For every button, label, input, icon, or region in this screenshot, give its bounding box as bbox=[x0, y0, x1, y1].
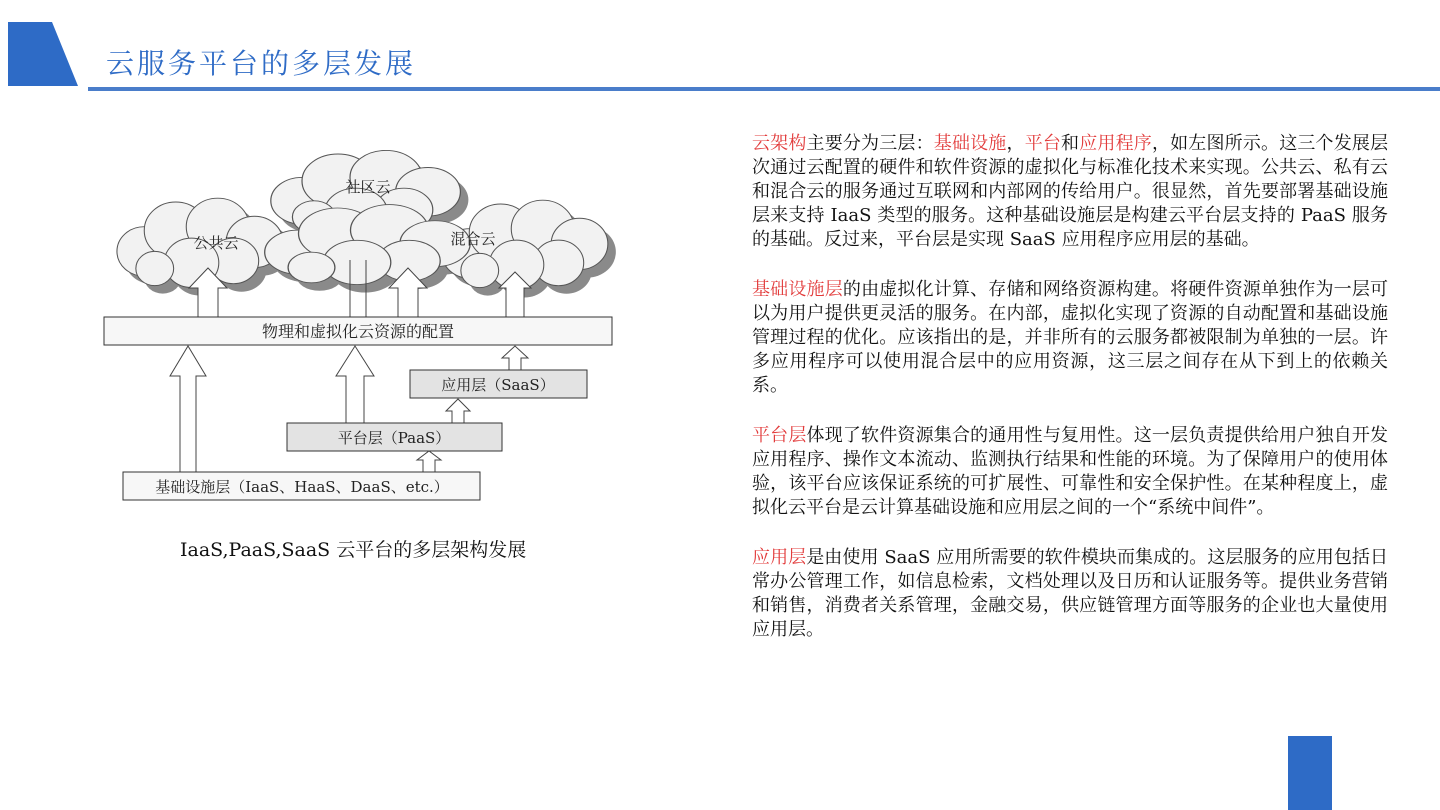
diagram-caption: IaaS,PaaS,SaaS 云平台的多层架构发展 bbox=[180, 539, 527, 561]
highlight-cloud-architecture: 云架构 bbox=[752, 133, 807, 154]
corner-accent-shape bbox=[8, 22, 78, 86]
resource-config-label: 物理和虚拟化云资源的配置 bbox=[261, 322, 455, 341]
arrow-paas-to-resources bbox=[336, 346, 374, 423]
highlight-platform-layer: 平台层 bbox=[752, 425, 807, 446]
paas-layer-label: 平台层（PaaS） bbox=[337, 429, 451, 447]
text-segment: 体现了软件资源集合的通用性与复用性。这一层负责提供给用户独自开发应用程序、操作文本流动、监测执行结果和性能的环境。为了保障用户的使用体验，该平台应该保证系统的可扩展性、可靠性和安全保护性。在某种程度上，虚拟化云平台是云计算基础设施和应用层之间的一个“系统中间件”。 bbox=[752, 425, 1388, 518]
text-segment: 是由使用 SaaS 应用所需要的软件模块而集成的。这层服务的应用包括日常办公管理工作，如信息检索，文档处理以及日历和认证服务等。提供业务营销和销售，消费者关系管理，金融交易，供应链管理方面等服务的企业也大量使用应用层。 bbox=[752, 547, 1389, 640]
saas-layer-label: 应用层（SaaS） bbox=[441, 376, 555, 394]
community-cloud-label: 社区云 bbox=[345, 178, 391, 196]
text-segment: ，如左图所示。这三个发展层次通过云配置的硬件和软件资源的虚拟化与标准化技术来实现。公共云、私有云和混合云的服务通过互联网和内部网的传给用户。很显然，首先要部署基础设施层来支持 IaaS 类型的服务。这种基础设施层是构建云平台层支持的 PaaS 服务的基础。反过来，平台层是实现 SaaS 应用程序应用层的基础。 bbox=[752, 133, 1389, 250]
page-corner-block bbox=[1288, 736, 1332, 810]
highlight-infrastructure: 基础设施 bbox=[933, 133, 1007, 154]
text-segment: 主要分为三层： bbox=[806, 133, 934, 154]
title-underline bbox=[88, 87, 1440, 91]
arrow-iaas-to-resources bbox=[170, 346, 206, 472]
slide-title: 云服务平台的多层发展 bbox=[106, 47, 417, 80]
iaas-layer-label: 基础设施层（IaaS、HaaS、DaaS、etc.） bbox=[155, 478, 449, 496]
paragraph-architecture bbox=[752, 132, 1388, 252]
arrow-saas-to-resources bbox=[502, 346, 528, 370]
text-segment: ， bbox=[1006, 133, 1025, 154]
arrow-paas-to-saas bbox=[446, 399, 470, 423]
text-segment: 的由虚拟化计算、存储和网络资源构建。将硬件资源单独作为一层可以为用户提供更灵活的服务。在内部，虚拟化实现了资源的自动配置和基础设施管理过程的优化。应该指出的是，并非所有的云服务都被限制为单独的一层。许多应用程序可以使用混合层中的应用资源，这三层之间存在从下到上的依赖关系。 bbox=[752, 279, 1389, 396]
highlight-infrastructure-layer: 基础设施层 bbox=[752, 279, 843, 300]
public-cloud-label: 公共云 bbox=[193, 234, 239, 252]
highlight-application: 应用程序 bbox=[1079, 133, 1152, 154]
paragraph-platform-layer bbox=[752, 424, 1388, 520]
arrow-iaas-to-paas bbox=[417, 451, 441, 472]
body-text bbox=[752, 132, 1388, 668]
paragraph-application-layer bbox=[752, 546, 1388, 642]
cloud-architecture-diagram bbox=[100, 140, 640, 520]
paragraph-infrastructure-layer bbox=[752, 278, 1388, 398]
hybrid-cloud-label: 混合云 bbox=[450, 230, 496, 248]
highlight-platform: 平台 bbox=[1024, 133, 1062, 154]
text-segment: 和 bbox=[1061, 133, 1080, 154]
highlight-application-layer: 应用层 bbox=[752, 547, 807, 568]
